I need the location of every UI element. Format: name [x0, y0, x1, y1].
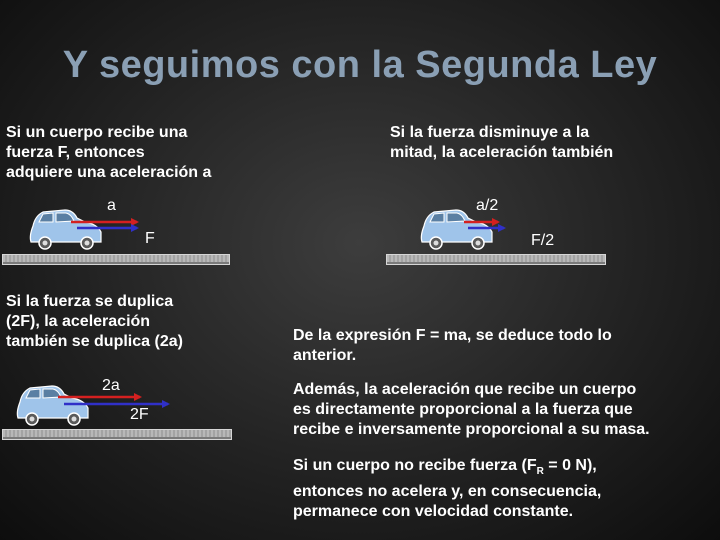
top-left-text — [6, 123, 276, 183]
ground-road-2 — [386, 254, 606, 265]
force-label-f: F — [145, 230, 155, 247]
car-icon — [30, 210, 101, 249]
top-right-line-2: mitad, la aceleración también — [390, 144, 614, 161]
top-left-line-1: Si un cuerpo recibe una — [6, 124, 188, 141]
accel-label-a: a — [107, 197, 116, 214]
explanation-p3-line-3: permanece con velocidad constante. — [293, 503, 574, 521]
slide-title: Y seguimos con la Segunda Ley — [62, 44, 658, 86]
ground-road-3 — [2, 429, 232, 440]
force-label-2f: 2F — [130, 406, 149, 423]
bottom-left-text — [6, 292, 276, 352]
explanation-p2-line-1: Además, la aceleración que recibe un cuerpo — [293, 381, 637, 398]
explanation-paragraph-2 — [293, 380, 713, 440]
top-left-line-2: fuerza F, entonces — [6, 144, 145, 161]
explanation-p3-line-1 — [293, 456, 713, 482]
car-scene-2 — [416, 202, 516, 254]
ground-road-1 — [2, 254, 230, 265]
p3-subscript: R — [536, 466, 544, 478]
explanation-paragraph-3 — [293, 456, 713, 522]
p3-line-1-pre: Si un cuerpo no recibe fuerza (F — [293, 457, 537, 474]
car-scene-3 — [12, 378, 177, 430]
bottom-left-line-3: también se duplica (2a) — [6, 333, 183, 350]
bottom-left-line-2: (2F), la aceleración — [6, 313, 151, 330]
top-left-line-3: adquiere una aceleración a — [6, 164, 212, 181]
force-label-f-half: F/2 — [531, 232, 555, 249]
explanation-p2-line-2: es directamente proporcional a la fuerza que — [293, 401, 633, 418]
p3-line-1-post: = 0 N), — [543, 457, 597, 474]
accel-label-a-half: a/2 — [476, 197, 499, 214]
explanation-p1-line-2: anterior. — [293, 347, 357, 364]
explanation-p3-line-2: entonces no acelera y, en consecuencia, — [293, 483, 602, 501]
explanation-paragraph-1 — [293, 326, 713, 366]
top-right-text — [390, 123, 690, 163]
explanation-p1-line-1: De la expresión F = ma, se deduce todo lo — [293, 327, 612, 344]
car-icon — [17, 386, 88, 425]
force-arrowhead — [162, 400, 170, 408]
bottom-left-line-1: Si la fuerza se duplica — [6, 293, 174, 310]
force-arrowhead — [131, 224, 139, 232]
acceleration-arrowhead — [134, 393, 142, 401]
car-scene-1 — [25, 202, 145, 254]
top-right-line-1: Si la fuerza disminuye a la — [390, 124, 590, 141]
car-icon — [421, 210, 492, 249]
accel-label-2a: 2a — [102, 377, 120, 394]
explanation-p2-line-3: recibe e inversamente proporcional a su masa. — [293, 421, 650, 438]
force-arrowhead — [498, 224, 506, 232]
